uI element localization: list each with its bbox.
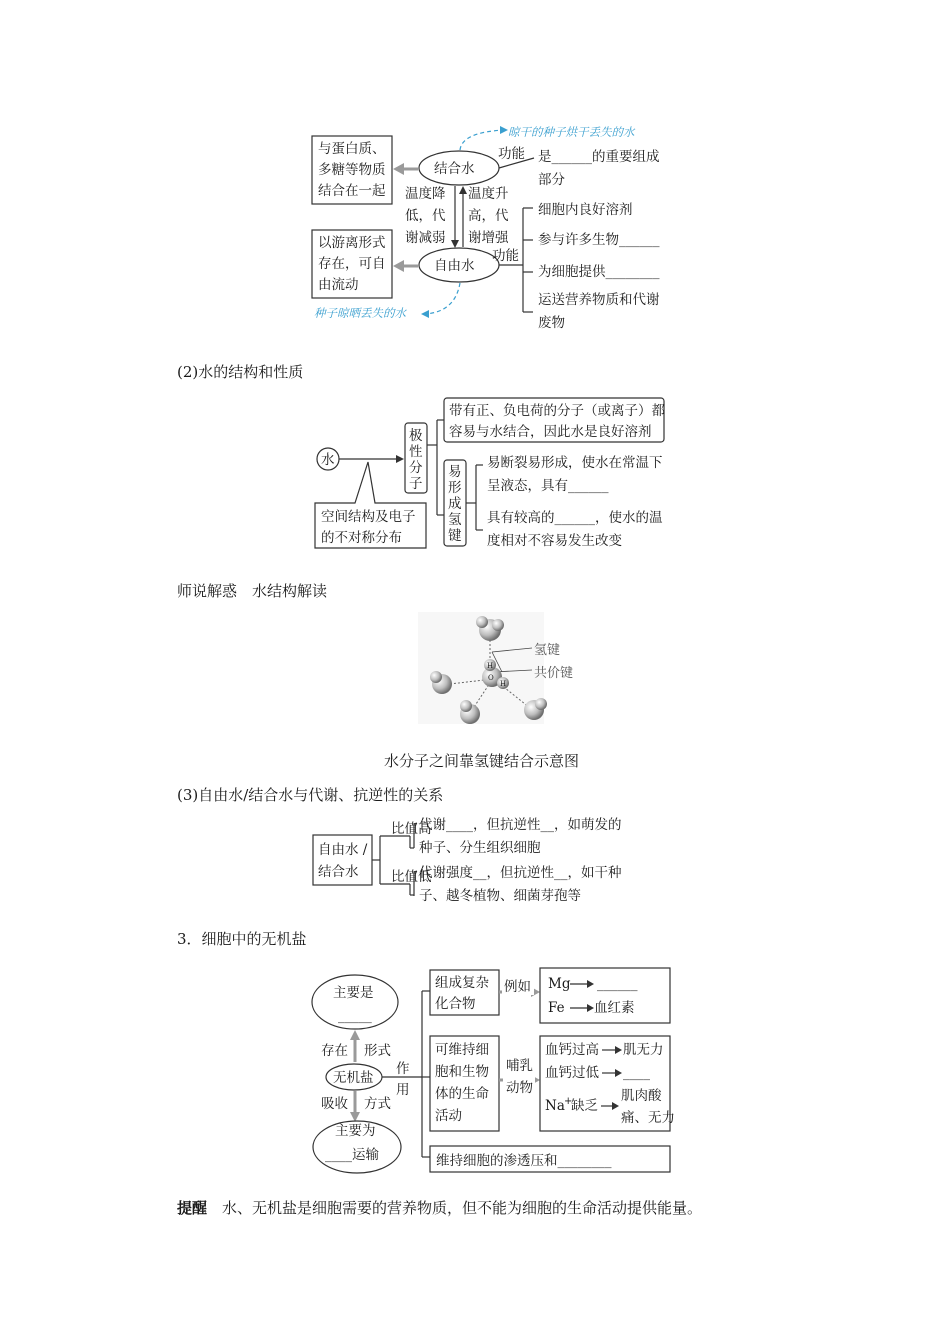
transport-label: ____运输 — [325, 1147, 379, 1163]
na-result-2: 痛、无力 — [621, 1110, 675, 1126]
atom-h2-label: H — [500, 680, 507, 688]
ca-high-result: 肌无力 — [623, 1042, 664, 1058]
action-char-1: 作 — [396, 1061, 410, 1077]
low-desc-2: 子、越冬植物、细菌芽孢等 — [419, 888, 581, 904]
bound-function-2: 部分 — [538, 172, 565, 188]
bound-desc-line3: 结合在一起 — [318, 183, 386, 199]
section3-heading: (3)自由水/结合水与代谢、抗逆性的关系 — [177, 786, 444, 804]
section2-heading: (2)水的结构和性质 — [177, 363, 304, 381]
polar-char-1: 极 — [409, 428, 423, 444]
free-function-3: 为细胞提供________ — [538, 264, 660, 280]
ca-low: 血钙过低 — [545, 1065, 599, 1081]
atom-o-label: O — [488, 674, 494, 682]
temp-up-1: 温度升 — [468, 186, 509, 202]
bound-function-label: 功能 — [498, 146, 525, 162]
free-desc-line3: 由流动 — [318, 277, 359, 293]
maintain-1: 可维持细 — [435, 1042, 489, 1058]
bound-water-label: 结合水 — [434, 161, 475, 177]
free-desc-line1: 以游离形式 — [318, 235, 386, 251]
hbond-char-1: 易 — [448, 464, 462, 480]
example-label: 例如 — [504, 979, 531, 995]
maintain-4: 活动 — [435, 1108, 462, 1124]
mg-blank: ______ — [597, 976, 638, 992]
temp-down-1: 温度降 — [405, 186, 446, 202]
high-desc-2: 种子、分生组织细胞 — [419, 840, 541, 856]
mg-label: Mg — [548, 976, 571, 992]
ratio-line1: 自由水 / — [318, 842, 368, 858]
hbond-char-4: 氢 — [448, 512, 462, 528]
temp-up-2: 高，代 — [468, 208, 509, 224]
hbond-pointer-label: 氢键 — [534, 643, 561, 658]
structure-1: 空间结构及电子 — [321, 509, 416, 525]
na-label: Na — [545, 1098, 565, 1114]
reminder-label: 提醒 — [177, 1199, 208, 1217]
hbond-desc1-2: 呈液态，具有______ — [487, 478, 609, 494]
main-is: 主要是 — [333, 985, 374, 1001]
osmotic-label: 维持细胞的渗透压和________ — [436, 1153, 612, 1169]
ratio-low: 比值低 — [391, 869, 432, 885]
hbond-char-5: 键 — [448, 528, 462, 544]
free-function-2: 参与许多生物______ — [538, 232, 660, 248]
polar-char-2: 性 — [409, 444, 423, 460]
molecule-caption: 水分子之间靠氢键结合示意图 — [384, 752, 580, 770]
free-function-5: 废物 — [538, 315, 565, 331]
na-result-1: 肌肉酸 — [621, 1088, 662, 1104]
maintain-3: 体的生命 — [435, 1086, 489, 1102]
reminder-text: 水、无机盐是细胞需要的营养物质，但不能为细胞的生命活动提供能量。 — [222, 1199, 703, 1217]
salts-heading: 3．细胞中的无机盐 — [177, 930, 307, 948]
reminder — [177, 1197, 702, 1218]
mammal-1: 哺乳 — [506, 1058, 533, 1074]
salt-label: 无机盐 — [333, 1070, 374, 1086]
hbond-char-3: 成 — [448, 496, 462, 512]
water-label: 水 — [321, 452, 335, 468]
covalent-pointer-label: 共价键 — [534, 666, 574, 681]
note-top: 晾干的种子烘干丢失的水 — [508, 125, 635, 139]
compose-1: 组成复杂 — [435, 975, 489, 991]
na-lack: 缺乏 — [571, 1098, 598, 1114]
temp-down-3: 谢减弱 — [405, 230, 446, 246]
free-function-4: 运送营养物质和代谢 — [538, 292, 660, 308]
polar-desc-1: 带有正、负电荷的分子（或离子）都 — [449, 403, 665, 419]
action-char-2: 用 — [396, 1082, 410, 1098]
ca-high: 血钙过高 — [545, 1042, 599, 1058]
form-label: 形式 — [364, 1043, 391, 1059]
hbond-desc1-1: 易断裂易形成，使水在常温下 — [487, 455, 663, 471]
note-bottom: 种子晾晒丢失的水 — [314, 306, 406, 320]
ca-low-result: ____ — [623, 1065, 650, 1081]
free-function-label: 功能 — [492, 248, 519, 264]
main-is-blank: _____ — [338, 1008, 372, 1024]
mammal-2: 动物 — [506, 1080, 533, 1096]
hbond-desc2-2: 度相对不容易发生改变 — [487, 533, 622, 549]
exist-label: 存在 — [321, 1043, 348, 1059]
fe-label: Fe — [548, 1000, 565, 1016]
bound-desc-line2: 多糖等物质 — [318, 162, 386, 178]
bound-function-1: 是______的重要组成 — [538, 149, 660, 165]
temp-up-3: 谢增强 — [468, 230, 509, 246]
high-desc-1: 代谢____，但抗逆性__，如萌发的 — [419, 817, 622, 833]
polar-char-3: 分 — [409, 460, 423, 476]
main-as: 主要为 — [335, 1123, 376, 1139]
bound-desc-line1: 与蛋白质、 — [318, 141, 386, 157]
na-sup: + — [564, 1096, 573, 1107]
teacher-heading: 师说解惑 水结构解读 — [177, 582, 328, 600]
maintain-2: 胞和生物 — [435, 1064, 489, 1080]
temp-down-2: 低，代 — [405, 208, 446, 224]
polar-char-4: 子 — [409, 476, 423, 492]
structure-2: 的不对称分布 — [321, 530, 402, 546]
absorb-label: 吸收 — [321, 1096, 348, 1112]
polar-desc-2: 容易与水结合，因此水是良好溶剂 — [449, 424, 652, 440]
method-label: 方式 — [364, 1096, 391, 1112]
atom-h-label: H — [487, 662, 494, 670]
ratio-high: 比值高 — [391, 821, 432, 837]
low-desc-1: 代谢强度__，但抗逆性__，如干种 — [419, 865, 622, 881]
hbond-desc2-1: 具有较高的______，使水的温 — [487, 510, 663, 526]
hbond-char-2: 形 — [448, 480, 462, 496]
fe-target: 血红素 — [594, 1000, 635, 1016]
free-water-label: 自由水 — [434, 258, 475, 274]
free-function-1: 细胞内良好溶剂 — [538, 202, 633, 218]
compose-2: 化合物 — [435, 996, 476, 1012]
ratio-line2: 结合水 — [318, 864, 359, 880]
free-desc-line2: 存在，可自 — [318, 256, 386, 272]
